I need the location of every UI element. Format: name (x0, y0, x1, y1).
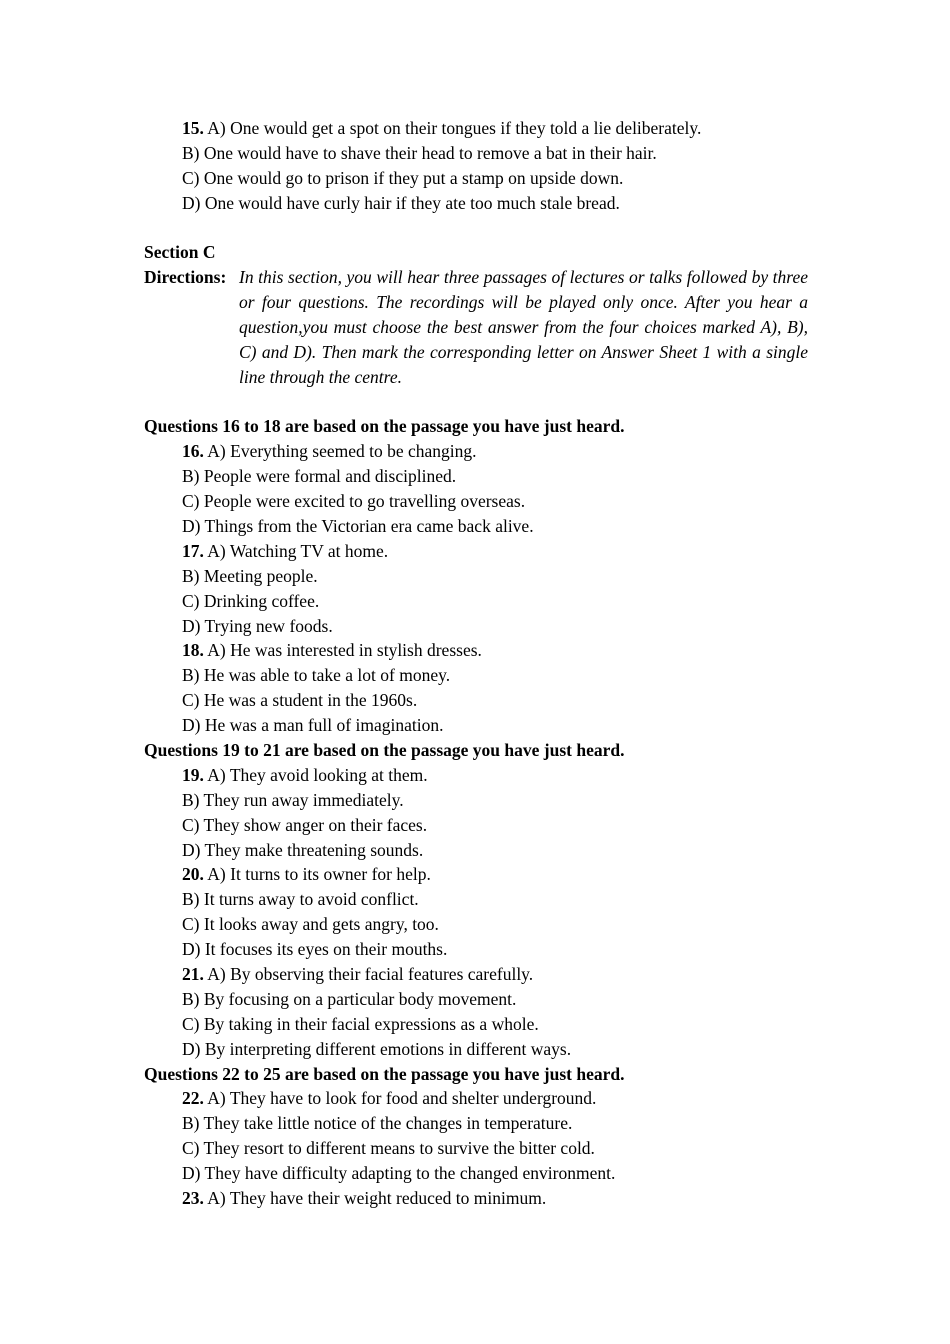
q17-option-d: D) Trying new foods. (182, 616, 333, 636)
question-number: 17. (182, 541, 204, 561)
q21-option-d: D) By interpreting different emotions in different ways. (182, 1039, 572, 1059)
q20-option-a: 20. A) It turns to its owner for help. (182, 864, 431, 884)
q19-option-b: B) They run away immediately. (182, 790, 404, 810)
question-number: 20. (182, 864, 204, 884)
q16-option-c: C) People were excited to go travelling overseas. (182, 491, 526, 511)
question-number: 21. (182, 964, 204, 984)
q15-option-a: 15. A) One would get a spot on their tongues if they told a lie deliberately. (182, 118, 702, 138)
q22-option-a: 22. A) They have to look for food and shelter underground. (182, 1088, 597, 1108)
directions-label: Directions: (144, 267, 227, 287)
q23-option-a: 23. A) They have their weight reduced to minimum. (182, 1188, 547, 1208)
q16-option-b: B) People were formal and disciplined. (182, 466, 457, 486)
q22-option-c: C) They resort to different means to survive the bitter cold. (182, 1138, 595, 1158)
q17-option-a: 17. A) Watching TV at home. (182, 541, 389, 561)
group-heading: Questions 19 to 21 are based on the passage you have just heard. (144, 740, 625, 760)
q17-option-c: C) Drinking coffee. (182, 591, 320, 611)
q15-option-b: B) One would have to shave their head to remove a bat in their hair. (182, 143, 657, 163)
question-number: 22. (182, 1088, 204, 1108)
q19-option-a: 19. A) They avoid looking at them. (182, 765, 428, 785)
question-number: 15. (182, 118, 204, 138)
q22-option-b: B) They take little notice of the changes in temperature. (182, 1113, 573, 1133)
q20-option-b: B) It turns away to avoid conflict. (182, 889, 419, 909)
q19-option-d: D) They make threatening sounds. (182, 840, 424, 860)
question-number: 16. (182, 441, 204, 461)
q18-option-d: D) He was a man full of imagination. (182, 715, 444, 735)
q18-option-c: C) He was a student in the 1960s. (182, 690, 418, 710)
question-number: 18. (182, 640, 204, 660)
directions-text: In this section, you will hear three passages of lectures or talks followed by three or four questions. The recordings will be played only once. After you hear a question,you must choose the best answer from the four choices marked A), B), C) and D). Then mark the corresponding letter on Answer Sheet 1 with a single line through the centre. (239, 267, 808, 387)
q21-option-c: C) By taking in their facial expressions as a whole. (182, 1014, 539, 1034)
q15-option-d: D) One would have curly hair if they ate too much stale bread. (182, 193, 620, 213)
question-number: 23. (182, 1188, 204, 1208)
group-heading: Questions 16 to 18 are based on the passage you have just heard. (144, 416, 625, 436)
q21-option-a: 21. A) By observing their facial features carefully. (182, 964, 534, 984)
section-title: Section C (144, 242, 216, 262)
q16-option-d: D) Things from the Victorian era came back alive. (182, 516, 534, 536)
q21-option-b: B) By focusing on a particular body movement. (182, 989, 517, 1009)
question-number: 19. (182, 765, 204, 785)
q18-option-b: B) He was able to take a lot of money. (182, 665, 451, 685)
q19-option-c: C) They show anger on their faces. (182, 815, 428, 835)
q15-option-c: C) One would go to prison if they put a stamp on upside down. (182, 168, 624, 188)
q16-option-a: 16. A) Everything seemed to be changing. (182, 441, 477, 461)
q22-option-d: D) They have difficulty adapting to the changed environment. (182, 1163, 616, 1183)
q20-option-d: D) It focuses its eyes on their mouths. (182, 939, 448, 959)
q17-option-b: B) Meeting people. (182, 566, 318, 586)
q18-option-a: 18. A) He was interested in stylish dresses. (182, 640, 482, 660)
group-heading: Questions 22 to 25 are based on the passage you have just heard. (144, 1064, 625, 1084)
q20-option-c: C) It looks away and gets angry, too. (182, 914, 439, 934)
